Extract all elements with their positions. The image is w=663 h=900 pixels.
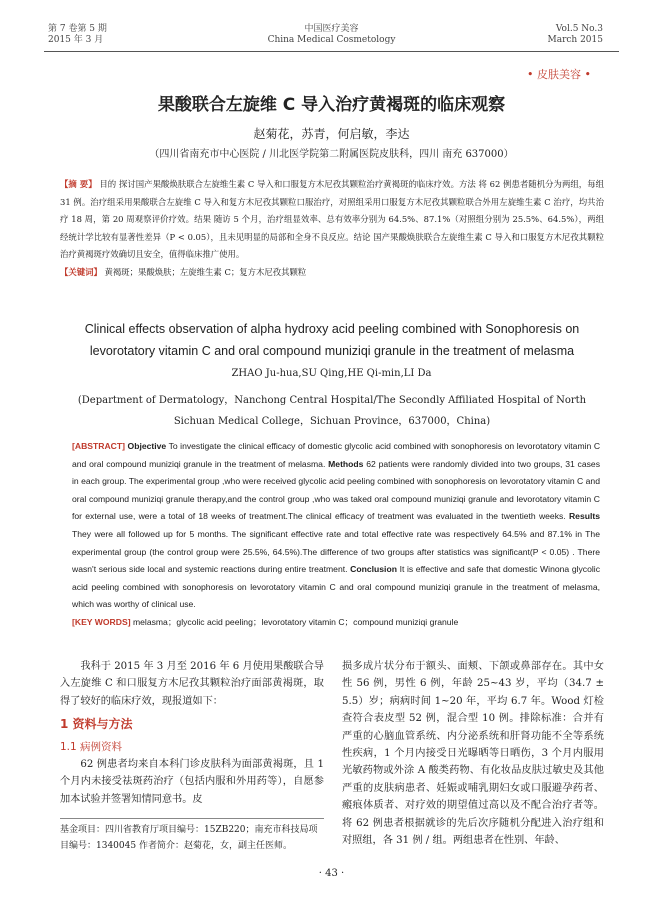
article-title: 果酸联合左旋维 C 导入治疗黄褐斑的临床观察	[157, 95, 506, 115]
section-heading-1-1: 1.1 病例资料	[60, 740, 123, 753]
conclusion-label: Conclusion	[350, 564, 397, 575]
methods-text: 62 patients were randomly divided into two groups, 31 cases in each group. The experimental group ,who were received glycolic acid peeling combined with sonophoresis on levorotatory vitamin C and oral compound muniziqi granule therapy,and the control group ,who was taked oral compound muniziqi granule and levorotatory vitamin C for external use, were a total of 18 weeks of treatment.The clinical efficacy of treatment was evaluated in the twentieth weeks.	[72, 458, 600, 522]
conclusion-text: It is effective and safe that domestic Winona glycolic acid peeling combined with sonophoresis on levorotatory vitamin C and oral compound muniziqi granule in the treatment of melasma, which was worthy of clinical use.	[72, 564, 600, 610]
header-divider	[44, 51, 619, 52]
keywords-cn-text: 黄褐斑；果酸焕肤；左旋维生素 C；复方木尼孜其颗粒	[104, 266, 307, 277]
running-header-right	[548, 24, 604, 46]
results-text: They were all followed up for 5 months. The significant effective rate and total effective rate was respectively 64.5% and 87.1% in The experimental group (the control group were 25.5%, 64.5%).The difference of two groups after statistics was significant(P < 0.05) . There wasn't serious side local and systemic reactions during entire treatment.	[72, 528, 600, 575]
section-tag: • 皮肤美容 •	[527, 68, 591, 81]
abstract-cn-text: 目的 探讨国产果酸焕肤联合左旋维生素 C 导入和口服复方木尼孜其颗粒治疗黄褐斑的临床疗效。方法 将 62 例患者随机分为两组，每组 31 例。治疗组采用果酸联合左旋维 C 导入和复方木尼孜其颗粒口服治疗，对照组采用口服复方木尼孜其颗粒联合外用左旋维生素 C 治疗，均共治疗 18 周，第 20 周观察评价疗效。结果 随访 5 个月，治疗组显效率、总有效率分别为 64.5%、87.1%（对照组分别为 25.5%、64.5%），两组经统计学比较有显著性差异（P < 0.05），且未见明显的局部和全身不良反应。结论 国产果酸焕肤联合左旋维生素 C 导入和口服复方木尼孜其颗粒治疗黄褐斑疗效确切且安全，值得临床推广使用。	[60, 179, 604, 260]
author-list-en: ZHAO Ju-hua,SU Qing,HE Qi-min,LI Da	[231, 368, 432, 379]
keywords-cn	[60, 264, 604, 282]
keywords-en-text: melasma；glycolic acid peeling；levorotatory vitamin C；compound muniziqi granule	[132, 616, 459, 627]
fund-footnote: 基金项目：四川省教育厅项目编号：15ZB220；南充市科技局项目编号：1340045 作者简介：赵菊花，女，副主任医师。	[60, 818, 324, 854]
journal-volume: 第 7 卷第 5 期	[48, 24, 107, 34]
abstract-cn-label: 【摘 要】	[60, 179, 97, 189]
objective-label: Objective	[127, 441, 167, 451]
journal-date: 2015 年 3 月	[48, 35, 104, 45]
abstract-en-body	[72, 438, 600, 614]
page-number: · 43 ·	[318, 868, 345, 879]
abstract-en-label: [ABSTRACT]	[72, 441, 125, 451]
body-column-right	[342, 658, 604, 849]
author-list: 赵菊花，苏青，何启敏，李达	[253, 127, 410, 141]
abstract-cn	[60, 176, 604, 282]
body-column-left	[60, 658, 324, 808]
results-label: Results	[568, 511, 600, 522]
abstract-en	[72, 438, 600, 632]
cases-paragraph-continued: 损多成片状分布于额头、面颊、下颌或鼻部存在。其中女性 56 例，男性 6 例，年龄 25~43 岁，平均（34.7 ± 5.5）岁；病病时间 1~20 年，平均 6.7 年。Wood 灯检查符合表皮型 52 例，混合型 10 例。排除标准：合并有严重的心脑血管系统、内分泌系统和肝肾功能不全等系统性疾病，1 个月内接受日光曝晒等日晒伤，3 个月内服用光敏药物或外涂 A 酸类药物、有化妆品皮肤过敏史及其他严重的皮肤病患者、妊娠或哺乳期妇女或口服避孕药者、瘢痕体质者、对疗效的期望值过高以及不配合治疗者等。将 62 例患者根据就诊的先后次序随机分配进入治疗组和对照组，各 31 例 / 组。两组患者在性别、年龄、	[342, 661, 604, 847]
journal-name-en: China Medical Cosmetology	[267, 35, 396, 45]
author-affiliation-en: (Department of Dermatology，Nanchong Central Hospital/The Secondly Affiliated Hospital of North Sichuan Medical College，Sichuan Province，637000，China)	[77, 395, 587, 427]
article-title-en: Clinical effects observation of alpha hydroxy acid peeling combined with Sonophoresis on levorotatory vitamin C and oral compound muniziqi granule in the treatment of melasma	[84, 322, 580, 358]
author-affiliation: （四川省南充市中心医院 / 川北医学院第二附属医院皮肤科，四川 南充 637000）	[149, 149, 514, 160]
keywords-en	[72, 614, 600, 632]
keywords-en-label: [KEY WORDS]	[72, 616, 131, 627]
keywords-cn-label: 【关键词】	[60, 266, 102, 277]
journal-date-en: March 2015	[547, 35, 603, 45]
cases-paragraph: 62 例患者均来自本科门诊皮肤科为面部黄褐斑，且 1 个月内未接受祛斑药治疗（包括内服和外用药等），自愿参加本试验并签署知情同意书。皮	[60, 759, 324, 805]
objective-text: To investigate the clinical efficacy of domestic glycolic acid combined with sonophoresis on levorotatory vitamin C and oral compound muniziqi granule in the treatment of melasma.	[72, 441, 601, 469]
abstract-cn-body	[60, 176, 604, 264]
section-heading-1: 1 资料与方法	[60, 717, 133, 732]
journal-volume-en: Vol.5 No.3	[555, 24, 603, 34]
journal-name-cn: 中国医疗美容	[304, 24, 359, 34]
intro-paragraph: 我科于 2015 年 3 月至 2016 年 6 月使用果酸联合导入左旋维 C 和口服复方木尼孜其颗粒治疗面部黄褐斑，取得了较好的临床疗效，现报道如下：	[60, 661, 324, 707]
methods-label: Methods	[328, 458, 364, 469]
